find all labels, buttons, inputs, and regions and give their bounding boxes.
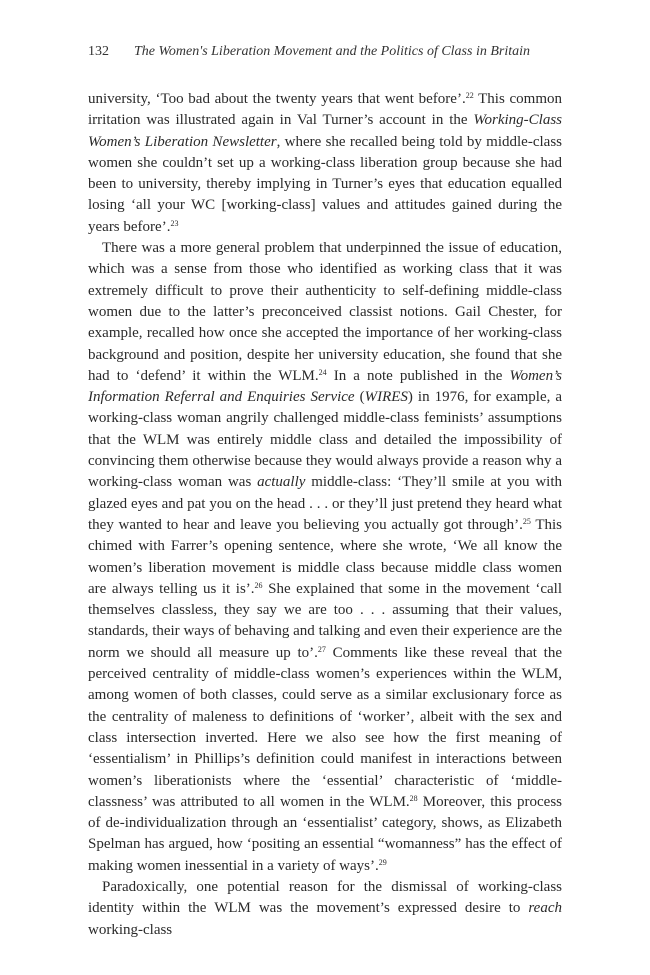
footnote-ref: 29 [378, 857, 387, 867]
footnote-ref: 28 [409, 793, 418, 803]
italic-text: actually [257, 474, 306, 491]
footnote-ref: 27 [317, 644, 326, 654]
paragraph [88, 238, 562, 877]
text-run: Comments like these reveal that the perceived centrality of middle-class women’s experiences within the WLM, among women of both classes, could serve as a similar exclusionary force as the centrality of maleness to definitions of ‘worker’, albeit with the sex and class intersection inverted. Here we also see how the first meaning of ‘essentialism’ in Phillips’s definition could manifest in interactions between women’s liberationists where the ‘essential’ characteristic of ‘middle-classness’ was attributed to all women in the WLM. [88, 644, 562, 810]
footnote-ref: 22 [465, 91, 474, 100]
text-run: working-class [88, 921, 173, 938]
text-run: There was a more general problem that underpinned the issue of education, which was a sense from those who identified as working class that it was extremely difficult to prove their authenticity to self-defining middle-class women due to the latter’s preconceived classist notions. Gail Chester, for example, recalled how once she accepted the importance of her working-class background and position, despite her university education, she found that she had to ‘defend’ it within the WLM. [88, 240, 562, 384]
text-run: ) in 1976, for example, a working-class woman angrily challenged middle-class feminists’ assumptions that the WLM was entirely middle class and detailed the impossibility of convincing them otherwise because they would always provide a reason why a working-class woman was [88, 389, 563, 491]
text-run: Paradoxically, one potential reason for the dismissal of working-class identity within the WLM was the movement’s expressed desire to [88, 878, 562, 917]
footnote-ref: 24 [318, 367, 327, 377]
italic-text: reach [528, 900, 562, 917]
body-text [88, 89, 562, 941]
text-run: university, ‘Too bad about the twenty years that went before’. [88, 91, 466, 107]
running-header [88, 44, 562, 60]
text-run: , where she recalled being told by middle-class women she couldn’t set up a working-class liberation group because she had been to university, thereby implying in Turner’s eyes that education equalled losing ‘all your WC [working-class] values and attitudes gained during the years before’. [88, 133, 562, 235]
page-number: 132 [88, 44, 109, 59]
paragraph [88, 89, 562, 238]
italic-text: Working-Class Women’s Liberation Newsletter [88, 112, 562, 150]
text-run: This common irritation was illustrated again in Val Turner’s account in the [88, 91, 562, 129]
text-run: Moreover, this process of de-individualization through an ‘essentialist’ category, shows, as Elizabeth Spelman has argued, how ‘positing an essential “womanness” has the effect of making women inessential in a variety of ways’. [88, 793, 562, 874]
footnote-ref: 23 [170, 218, 179, 228]
text-run: middle-class: ‘They’ll smile at you with glazed eyes and pat you on the head . . . or they’ll just pretend they heard what they wanted to hear and leave you believing you actually got through’. [88, 474, 562, 533]
running-title: The Women's Liberation Movement and the Politics of Class in Britain [134, 44, 531, 59]
footnote-ref: 25 [522, 516, 531, 526]
footnote-ref: 26 [254, 580, 263, 590]
text-run: ( [354, 389, 365, 406]
text-run: She explained that some in the movement ‘call themselves classless, they say we are too . . . assuming that their values, standards, their ways of behaving and talking and even their experience are the norm we should all measure up to’. [88, 580, 562, 661]
paragraph [88, 877, 562, 941]
text-run: This chimed with Farrer’s opening sentence, where she wrote, ‘We all know the women’s liberation movement is middle class because middle class women are always telling us it is’. [88, 516, 562, 597]
text-run: In a note published in the [326, 367, 510, 384]
italic-text: Women’s Information Referral and Enquiries Service [88, 367, 562, 406]
italic-text: WIRES [364, 389, 408, 406]
